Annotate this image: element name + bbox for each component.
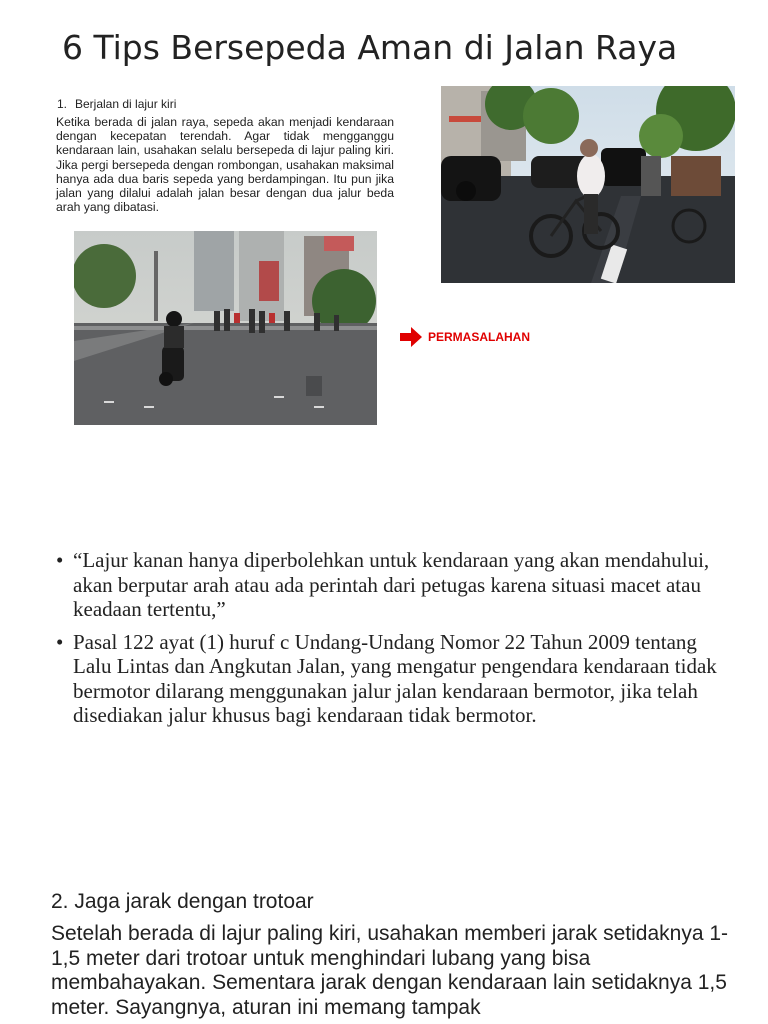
page-title: 6 Tips Bersepeda Aman di Jalan Raya [62, 28, 678, 67]
permasalahan-callout [400, 327, 530, 347]
tip2-heading: 2. Jaga jarak dengan trotoar [51, 890, 314, 913]
bullet-text: Pasal 122 ayat (1) huruf c Undang-Undang Nomor 22 Tahun 2009 tentang Lalu Lintas dan Angkutan Jalan, yang mengatur pengendara kendaraan tidak bermotor dilarang menggunakan jalur jalan kendaraan bermotor, jika telah disediakan jalur khusus bagi kendaraan tidak bermotor. [73, 629, 717, 727]
bullet-marker: • [56, 629, 64, 654]
tip1-body: Ketika berada di jalan raya, sepeda akan menjadi kendaraan dengan kecepatan terendah. Agar tidak mengganggu kendaraan lain, usahakan selalu bersepeda di lajur paling kiri. Jika pergi bersepeda dengan rombongan, usahakan maksimal hanya ada dua baris sepeda yang berdampingan. Itu pun jika jalan yang dilalui adalah jalan besar dengan dua jalur beda arah yang dibatasi. [56, 115, 394, 215]
road-cyclists-photo [74, 231, 377, 425]
cyclist-street-photo [441, 86, 735, 283]
tip2-body: Setelah berada di lajur paling kiri, usahakan memberi jarak setidaknya 1-1,5 meter dari trotoar untuk menghindari lubang yang bisa membahayakan. Sementara jarak dengan kendaraan lain setidaknya 1,5 meter. Sayangnya, aturan ini memang tampak [51, 922, 729, 1019]
bullet-list [56, 548, 728, 736]
list-item [56, 630, 728, 728]
bullet-text: “Lajur kanan hanya diperbolehkan untuk kendaraan yang akan mendahului, akan berputar arah atau ada perintah dari petugas karena situasi macet atau keadaan tertentu,” [73, 548, 710, 621]
tip1-number: 1. [57, 97, 68, 111]
right-arrow-icon [400, 327, 422, 347]
callout-label: PERMASALAHAN [428, 330, 530, 344]
tip1-heading [57, 97, 176, 111]
list-item [56, 548, 728, 622]
bullet-marker: • [56, 548, 64, 572]
tip1-heading-text: Berjalan di lajur kiri [75, 97, 177, 111]
